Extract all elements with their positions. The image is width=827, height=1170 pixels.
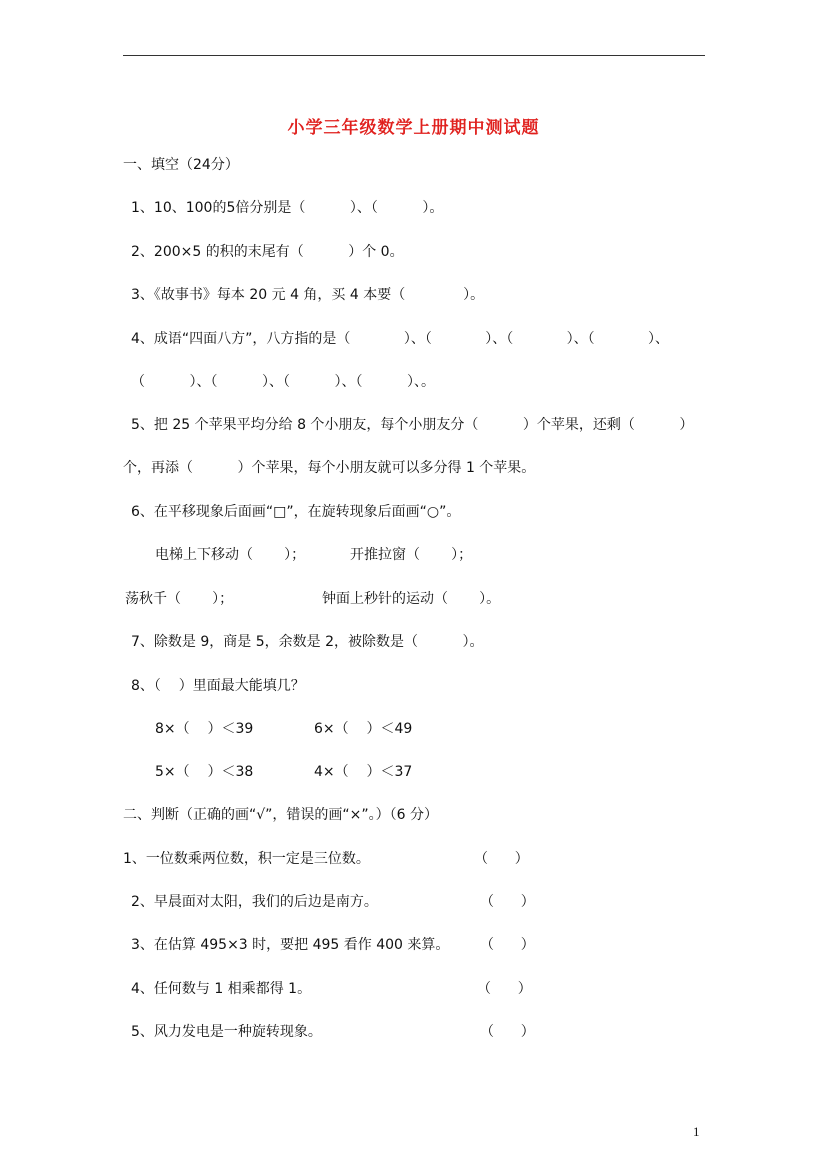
question-line: 8、（ ）里面最大能填几？ xyxy=(131,678,305,694)
question-line: 1、10、100的5倍分别是（ ）、（ ）。 xyxy=(131,200,444,216)
question-line: （ ）、（ ）、（ ）、（ ）、。 xyxy=(131,374,436,390)
section-heading: 二、判断（正确的画“√”，错误的画“×”。）（6 分） xyxy=(123,807,439,823)
judgment-item-blank: （ ） xyxy=(480,1024,535,1040)
judgment-item-blank: （ ） xyxy=(480,894,535,910)
section-heading: 一、填空（24分） xyxy=(123,157,239,173)
question-line: 荡秋千（ ）； xyxy=(125,591,234,607)
question-line: 个，再添（ ）个苹果，每个小朋友就可以多分得 1 个苹果。 xyxy=(123,460,536,476)
judgment-item-text: 1、一位数乘两位数，积一定是三位数。 xyxy=(123,851,370,867)
judgment-item-blank: （ ） xyxy=(474,851,529,867)
judgment-item-blank: （ ） xyxy=(477,981,532,997)
question-line: 5、把 25 个苹果平均分给 8 个小朋友，每个小朋友分（ ）个苹果，还剩（ ） xyxy=(131,417,694,433)
header-rule xyxy=(123,55,705,56)
judgment-item-text: 4、任何数与 1 相乘都得 1。 xyxy=(131,981,312,997)
judgment-item-text: 5、风力发电是一种旋转现象。 xyxy=(131,1024,322,1040)
question-line: 电梯上下移动（ ）； xyxy=(155,547,306,563)
page-number: 1 xyxy=(693,1124,700,1139)
question-line: 2、200×5 的积的末尾有（ ）个 0。 xyxy=(131,244,404,260)
question-line: 6、在平移现象后面画“□”，在旋转现象后面画“○”。 xyxy=(131,504,461,520)
question-line: 3、《故事书》每本 20 元 4 角，买 4 本要（ ）。 xyxy=(131,287,485,303)
judgment-item-text: 3、在估算 495×3 时，要把 495 看作 400 来算。 xyxy=(131,937,450,953)
question-line: 4、成语“四面八方”，八方指的是（ ）、（ ）、（ ）、（ ）、 xyxy=(131,331,670,347)
judgment-item-blank: （ ） xyxy=(480,937,535,953)
question-line: 8×（ ）＜39 xyxy=(155,721,254,737)
question-line: 6×（ ）＜49 xyxy=(314,721,413,737)
question-line: 7、除数是 9，商是 5，余数是 2，被除数是（ ）。 xyxy=(131,634,484,650)
question-line: 4×（ ）＜37 xyxy=(314,764,413,780)
question-line: 开推拉窗（ ）； xyxy=(350,547,473,563)
document-title: 小学三年级数学上册期中测试题 xyxy=(287,118,540,138)
judgment-item-text: 2、早晨面对太阳，我们的后边是南方。 xyxy=(131,894,378,910)
question-line: 5×（ ）＜38 xyxy=(155,764,254,780)
question-line: 钟面上秒针的运动（ ）。 xyxy=(322,591,501,607)
